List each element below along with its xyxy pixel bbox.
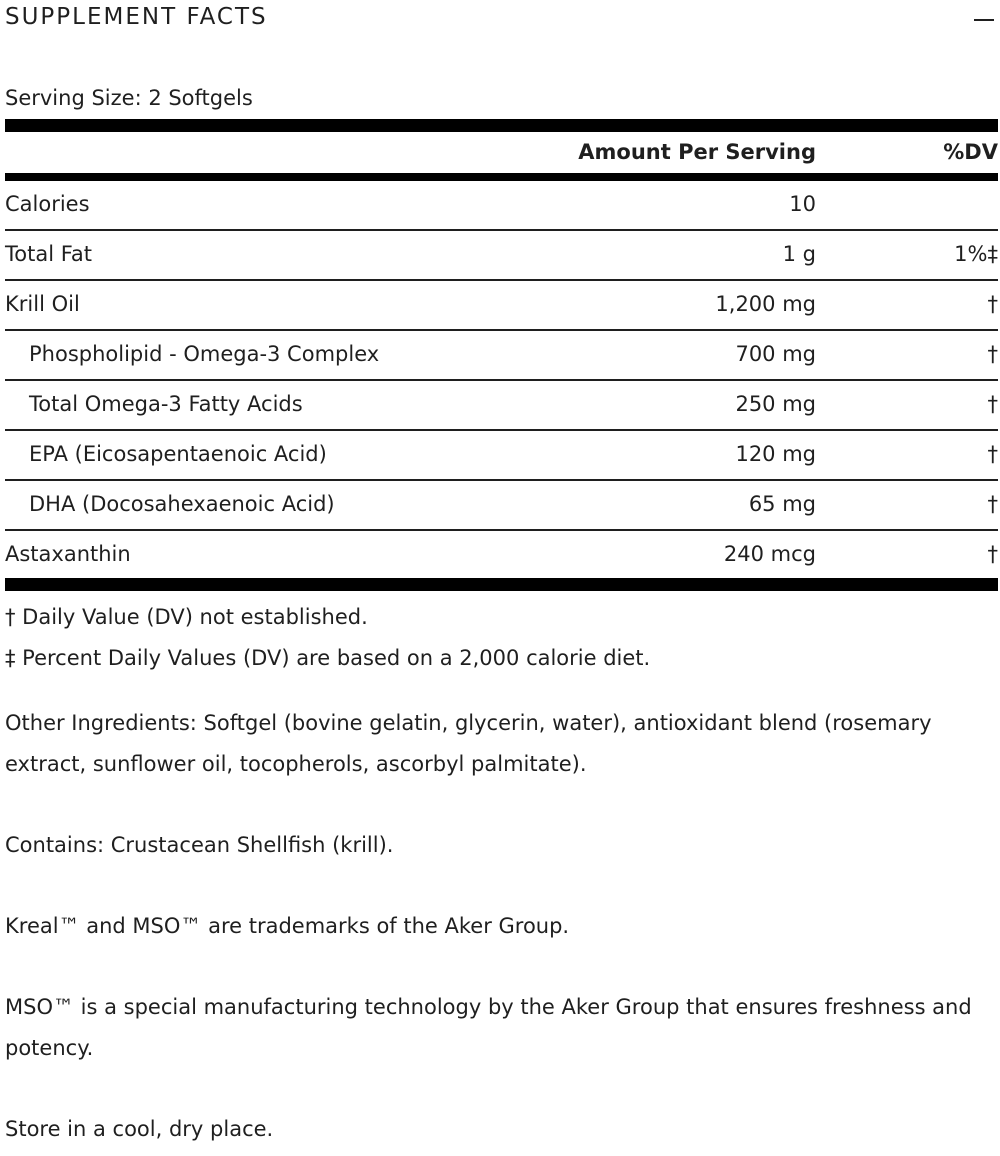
row-dv: † [987, 492, 998, 516]
row-amount: 250 mg [735, 392, 816, 416]
row-dv: † [987, 342, 998, 366]
section-header[interactable] [5, 0, 998, 40]
row-name: Krill Oil [5, 292, 80, 316]
serving-size: Serving Size: 2 Softgels [5, 86, 253, 110]
table-header-row [5, 132, 998, 181]
table-row [5, 331, 998, 381]
table-row [5, 181, 998, 231]
header-percent-dv: %DV [943, 140, 998, 164]
notes-section [5, 597, 998, 1150]
minus-icon [974, 19, 994, 21]
row-amount: 700 mg [735, 342, 816, 366]
row-name: EPA (Eicosapentaenoic Acid) [29, 442, 327, 466]
footnote-double-dagger: ‡ Percent Daily Values (DV) are based on a 2,000 calorie diet. [5, 646, 651, 670]
row-amount: 1 g [782, 242, 816, 266]
row-dv: † [987, 292, 998, 316]
row-name: DHA (Docosahexaenoic Acid) [29, 492, 335, 516]
row-amount: 1,200 mg [715, 292, 816, 316]
supplement-facts-panel [5, 0, 998, 1141]
row-name: Calories [5, 192, 90, 216]
storage-instructions: Store in a cool, dry place. [5, 1117, 274, 1141]
nutrition-table [5, 132, 998, 579]
row-name: Total Omega-3 Fatty Acids [29, 392, 303, 416]
row-name: Total Fat [5, 242, 92, 266]
footnote-dagger: † Daily Value (DV) not established. [5, 605, 368, 629]
table-row [5, 281, 998, 331]
table-top-rule [5, 119, 998, 132]
trademark-statement: Kreal™ and MSO™ are trademarks of the Aker Group. [5, 914, 570, 938]
row-dv: 1%‡ [954, 242, 998, 266]
allergen-statement: Contains: Crustacean Shellfish (krill). [5, 833, 394, 857]
row-dv: † [987, 442, 998, 466]
table-row [5, 481, 998, 531]
row-amount: 240 mcg [723, 542, 816, 566]
row-dv: † [987, 542, 998, 566]
row-name: Astaxanthin [5, 542, 131, 566]
row-amount: 10 [789, 192, 816, 216]
section-title: SUPPLEMENT FACTS [5, 4, 268, 30]
other-ingredients: Other Ingredients: Softgel (bovine gelatin, glycerin, water), antioxidant blend (rosemary extract, sunflower oil, tocopherols, ascorbyl palmitate). [5, 711, 932, 776]
row-name: Phospholipid - Omega-3 Complex [29, 342, 380, 366]
table-row [5, 381, 998, 431]
collapse-button[interactable] [969, 3, 999, 31]
row-amount: 120 mg [735, 442, 816, 466]
mso-description: MSO™ is a special manufacturing technology by the Aker Group that ensures freshness and potency. [5, 995, 972, 1060]
table-row [5, 431, 998, 481]
table-bottom-rule [5, 578, 998, 591]
row-dv: † [987, 392, 998, 416]
row-amount: 65 mg [748, 492, 816, 516]
table-row [5, 231, 998, 281]
header-amount-per-serving: Amount Per Serving [578, 140, 816, 164]
table-row [5, 531, 998, 579]
